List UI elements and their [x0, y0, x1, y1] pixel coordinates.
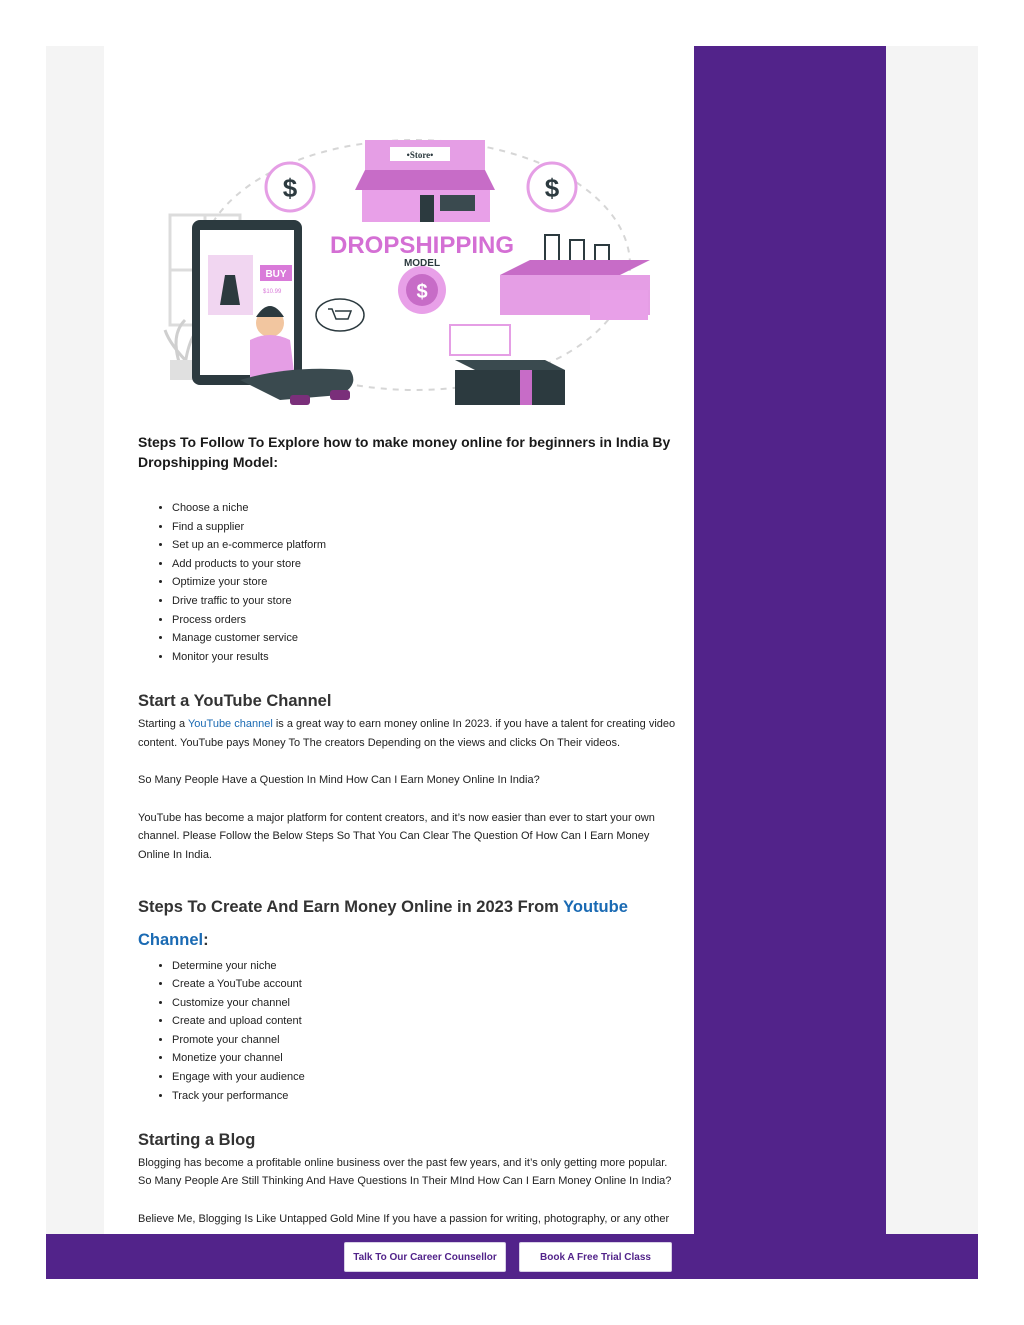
youtube-paragraph-3: YouTube has become a major platform for content creators, and it’s now easier than ever to start your own channel. Please Follow the Below Steps So That You Can Clear The Question Of How Can I Earn Money Online In India.	[138, 811, 655, 861]
price-label: $10.99	[263, 289, 282, 295]
list-item: • Set up an e-commerce platform	[172, 536, 678, 555]
blog-paragraph-2: Believe Me, Blogging Is Like Untapped Gold Mine If you have a passion for writing, photography, or any other	[138, 1213, 670, 1226]
dropshipping-illustration	[150, 125, 660, 425]
youtube-steps-list	[138, 957, 678, 1106]
list-item: • Promote your channel	[172, 1031, 678, 1050]
list-item: • Track your performance	[172, 1087, 678, 1106]
list-item: • Create and upload content	[172, 1012, 678, 1031]
blog-heading: Starting a Blog	[138, 1131, 256, 1150]
list-item: • Manage customer service	[172, 629, 678, 648]
bottom-cta-bar	[46, 1234, 978, 1279]
side-banner	[694, 46, 886, 1279]
list-item: • Process orders	[172, 611, 678, 630]
article-body	[138, 432, 678, 1229]
free-trial-button[interactable]: Book A Free Trial Class	[519, 1242, 672, 1272]
career-counsellor-button[interactable]: Talk To Our Career Counsellor	[344, 1242, 506, 1272]
list-item: • Drive traffic to your store	[172, 592, 678, 611]
youtube-channel-link[interactable]: YouTube channel	[187, 717, 273, 730]
list-item: • Add products to your store	[172, 555, 678, 574]
youtube-heading: Start a YouTube Channel	[138, 692, 332, 711]
store-graphic	[355, 140, 495, 222]
list-item: • Engage with your audience	[172, 1068, 678, 1087]
youtube-paragraph-1: Starting a YouTube channel is a great way to earn money online In 2023. if you have a talent for creating video content. YouTube pays Money To The creators Depending on the views and clicks On Their videos.	[138, 717, 676, 749]
list-item: • Create a YouTube account	[172, 975, 678, 994]
dollar-icon-left	[266, 163, 314, 211]
dropshipping-steps-heading: Steps To Follow To Explore how to make money online for beginners in India By Dropshipping Model:	[138, 434, 671, 470]
list-item: • Customize your channel	[172, 994, 678, 1013]
list-item: • Determine your niche	[172, 957, 678, 976]
buy-label: BUY	[265, 269, 287, 280]
dropshipping-steps-list	[138, 499, 678, 666]
list-item: • Monetize your channel	[172, 1049, 678, 1068]
illustration-subtitle: MODEL	[403, 258, 441, 269]
list-item: • Monitor your results	[172, 648, 678, 667]
svg-text:$: $	[544, 173, 560, 203]
youtube-steps-heading: Steps To Create And Earn Money Online in 2023 From Youtube Channel:	[138, 897, 628, 949]
youtube-channel-heading-link[interactable]: Youtube Channel	[138, 897, 628, 949]
box-graphic	[450, 325, 565, 405]
list-item: • Optimize your store	[172, 573, 678, 592]
list-item: • Find a supplier	[172, 518, 678, 537]
youtube-paragraph-2: So Many People Have a Question In Mind How Can I Earn Money Online In India?	[138, 774, 540, 787]
blog-paragraph-1: Blogging has become a profitable online business over the past few years, and it’s only getting more popular. So Many People Are Still Thinking And Have Questions In Their MInd How Can I Earn Money Online In India?	[138, 1156, 672, 1188]
list-item: • Choose a niche	[172, 499, 678, 518]
dollar-icon-center	[398, 266, 446, 314]
cart-bubble-graphic	[316, 299, 364, 331]
dollar-icon-right	[528, 163, 576, 211]
illustration-title: DROPSHIPPING	[329, 232, 515, 259]
store-sign: •Store•	[406, 150, 434, 160]
svg-text:$: $	[282, 173, 298, 203]
svg-text:$: $	[416, 281, 428, 303]
